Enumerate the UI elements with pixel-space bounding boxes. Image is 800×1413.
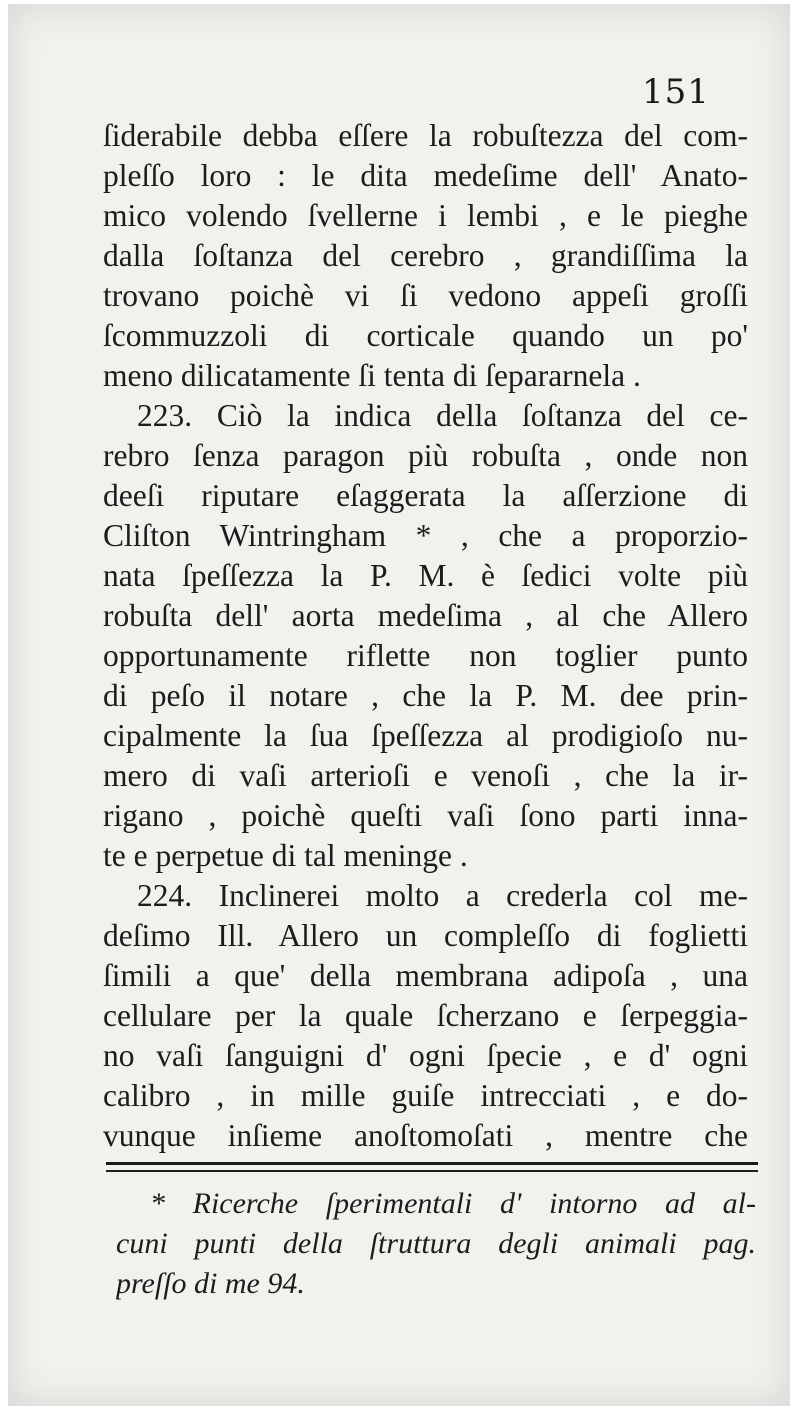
text-line: rebro ſenza paragon più robuſta , onde non	[103, 438, 748, 473]
text-line: trovano poichè vi ſi vedono appeſi groſſi	[103, 278, 748, 313]
text-line: dalla ſoſtanza del cerebro , grandiſſima la	[103, 238, 748, 273]
text-line: Cliſton Wintringham * , che a proporzio-	[103, 518, 748, 553]
text-line: robuſta dell' aorta medeſima , al che Allero	[103, 598, 748, 633]
page-number: 151	[642, 72, 710, 112]
text-line: ſimili a que' della membrana adipoſa , una	[103, 958, 748, 993]
text-line: opportunamente riflette non toglier punto	[103, 638, 748, 673]
text-line: te e perpetue di tal meninge .	[103, 838, 468, 873]
body-text	[103, 116, 748, 1156]
footnote-line: preſſo di me 94.	[116, 1267, 305, 1300]
text-line: pleſſo loro : le dita medeſime dell' Anato-	[103, 158, 748, 193]
text-line: mico volendo ſvellerne i lembi , e le pieghe	[103, 198, 748, 233]
text-line: vunque inſieme anoſtomoſati , mentre che	[103, 1118, 748, 1153]
text-line: calibro , in mille guiſe intrecciati , e do-	[103, 1078, 748, 1113]
text-line: meno dilicatamente ſi tenta di ſepararnela .	[103, 358, 641, 393]
text-line: no vaſi ſanguigni d' ogni ſpecie , e d' ogni	[103, 1038, 748, 1073]
text-line: ſcommuzzoli di corticale quando un po'	[103, 318, 748, 353]
text-line: deſimo Ill. Allero un compleſſo di foglietti	[103, 918, 748, 953]
text-line: di peſo il notare , che la P. M. dee prin-	[103, 678, 748, 713]
book-page	[8, 4, 790, 1406]
footnote	[116, 1184, 756, 1304]
text-line: cellulare per la quale ſcherzano e ſerpeggia-	[103, 998, 748, 1033]
text-line: ſiderabile debba eſſere la robuſtezza del com-	[103, 118, 748, 153]
text-line: mero di vaſi arterioſi e venoſi , che la ir-	[103, 758, 748, 793]
footnote-separator-rule	[106, 1162, 758, 1172]
footnote-line: cuni punti della ſtruttura degli animali pag.	[116, 1227, 756, 1260]
text-line: cipalmente la ſua ſpeſſezza al prodigioſo nu-	[103, 718, 748, 753]
text-line: rigano , poichè queſti vaſi ſono parti inna-	[103, 798, 748, 833]
text-line: deeſi riputare eſaggerata la aſſerzione di	[103, 478, 748, 513]
paragraph-223-start: 223. Ciò la indica della ſoſtanza del ce-	[137, 398, 748, 433]
text-line: nata ſpeſſezza la P. M. è ſedici volte più	[103, 558, 748, 593]
paragraph-224-start: 224. Inclinerei molto a crederla col me-	[137, 878, 748, 913]
footnote-line: * Ricerche ſperimentali d' intorno ad al-	[150, 1187, 756, 1220]
